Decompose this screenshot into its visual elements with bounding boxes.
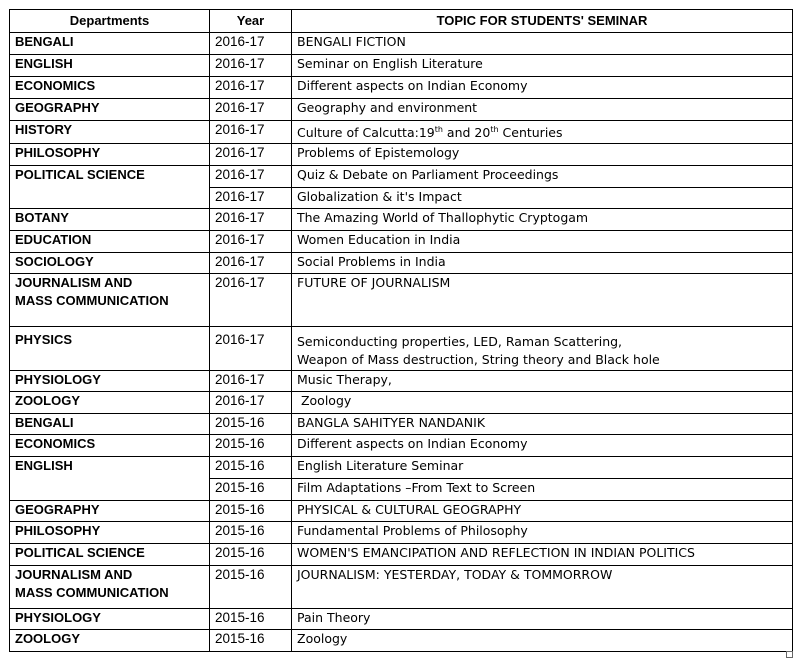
table-row <box>10 566 793 609</box>
topic-text: and 20 <box>442 125 491 141</box>
topic-line: Semiconducting properties, LED, Raman Scattering, <box>297 334 623 349</box>
topic-cell: Social Problems in India <box>292 253 793 274</box>
department-cell: PHILOSOPHY <box>10 522 210 544</box>
department-line: JOURNALISM AND <box>15 275 133 290</box>
department-cell: HISTORY <box>10 121 210 144</box>
header-topic: TOPIC FOR STUDENTS' SEMINAR <box>292 10 793 33</box>
year-cell: 2016-17 <box>210 371 292 392</box>
topic-cell: Globalization & it's Impact <box>292 188 793 209</box>
department-cell: BENGALI <box>10 33 210 55</box>
topic-cell: Music Therapy, <box>292 371 793 392</box>
topic-cell: BENGALI FICTION <box>292 33 793 55</box>
table-row <box>10 77 793 99</box>
topic-cell: Film Adaptations –From Text to Screen <box>292 479 793 501</box>
year-cell: 2015-16 <box>210 479 292 501</box>
topic-cell: Women Education in India <box>292 231 793 253</box>
year-cell: 2016-17 <box>210 253 292 274</box>
topic-cell: Zoology <box>292 630 793 652</box>
table-row <box>10 457 793 479</box>
topic-text: Centuries <box>498 125 563 141</box>
department-cell: ECONOMICS <box>10 77 210 99</box>
topic-cell: WOMEN'S EMANCIPATION AND REFLECTION IN INDIAN POLITICS <box>292 544 793 566</box>
year-cell: 2016-17 <box>210 144 292 166</box>
table-row <box>10 231 793 253</box>
topic-cell: PHYSICAL & CULTURAL GEOGRAPHY <box>292 501 793 522</box>
table-row <box>10 414 793 435</box>
table-row <box>10 253 793 274</box>
year-cell: 2016-17 <box>210 166 292 188</box>
table-row <box>10 609 793 630</box>
department-line: JOURNALISM AND <box>15 567 133 582</box>
department-cell <box>10 566 210 609</box>
table-row <box>10 630 793 652</box>
department-cell: SOCIOLOGY <box>10 253 210 274</box>
topic-cell <box>292 327 793 371</box>
topic-cell: Seminar on English Literature <box>292 55 793 77</box>
department-cell: ENGLISH <box>10 55 210 77</box>
topic-cell: Different aspects on Indian Economy <box>292 77 793 99</box>
superscript-ordinal: th <box>490 125 499 134</box>
table-row <box>10 209 793 231</box>
department-cell: PHILOSOPHY <box>10 144 210 166</box>
topic-cell: Different aspects on Indian Economy <box>292 435 793 457</box>
department-cell <box>10 274 210 327</box>
year-cell: 2016-17 <box>210 99 292 121</box>
year-cell: 2016-17 <box>210 77 292 99</box>
header-departments: Departments <box>10 10 210 33</box>
year-cell: 2015-16 <box>210 501 292 522</box>
topic-cell: Geography and environment <box>292 99 793 121</box>
department-cell: BOTANY <box>10 209 210 231</box>
department-line: MASS COMMUNICATION <box>15 293 169 308</box>
year-cell: 2016-17 <box>210 327 292 371</box>
year-cell: 2016-17 <box>210 392 292 414</box>
department-cell: ECONOMICS <box>10 435 210 457</box>
table-row <box>10 144 793 166</box>
superscript-ordinal: th <box>434 125 443 134</box>
table-row <box>10 327 793 371</box>
department-cell: GEOGRAPHY <box>10 501 210 522</box>
table-row <box>10 392 793 414</box>
department-cell: ENGLISH <box>10 457 210 501</box>
topic-cell: English Literature Seminar <box>292 457 793 479</box>
year-cell: 2015-16 <box>210 609 292 630</box>
topic-cell: Quiz & Debate on Parliament Proceedings <box>292 166 793 188</box>
header-year: Year <box>210 10 292 33</box>
table-row <box>10 371 793 392</box>
table-row <box>10 274 793 327</box>
year-cell: 2016-17 <box>210 274 292 327</box>
topic-cell: BANGLA SAHITYER NANDANIK <box>292 414 793 435</box>
table-row <box>10 99 793 121</box>
department-line: MASS COMMUNICATION <box>15 585 169 600</box>
header-row <box>10 10 793 33</box>
topic-line: Weapon of Mass destruction, String theory and Black hole <box>297 352 660 367</box>
year-cell: 2016-17 <box>210 33 292 55</box>
resize-handle-icon <box>786 651 793 658</box>
seminar-table <box>9 9 793 652</box>
department-cell: PHYSIOLOGY <box>10 371 210 392</box>
department-cell: ZOOLOGY <box>10 392 210 414</box>
year-cell: 2015-16 <box>210 630 292 652</box>
year-cell: 2016-17 <box>210 121 292 144</box>
topic-cell: Fundamental Problems of Philosophy <box>292 522 793 544</box>
year-cell: 2015-16 <box>210 566 292 609</box>
table-row <box>10 33 793 55</box>
topic-cell <box>292 121 793 144</box>
year-cell: 2016-17 <box>210 55 292 77</box>
department-cell: EDUCATION <box>10 231 210 253</box>
table-row <box>10 121 793 144</box>
year-cell: 2015-16 <box>210 544 292 566</box>
topic-cell: JOURNALISM: YESTERDAY, TODAY & TOMMORROW <box>292 566 793 609</box>
department-cell: PHYSICS <box>10 327 210 371</box>
topic-cell: Problems of Epistemology <box>292 144 793 166</box>
year-cell: 2016-17 <box>210 231 292 253</box>
topic-cell: Pain Theory <box>292 609 793 630</box>
year-cell: 2016-17 <box>210 188 292 209</box>
topic-cell: FUTURE OF JOURNALISM <box>292 274 793 327</box>
year-cell: 2015-16 <box>210 522 292 544</box>
year-cell: 2015-16 <box>210 435 292 457</box>
department-cell: BENGALI <box>10 414 210 435</box>
table-row <box>10 166 793 188</box>
table-row <box>10 522 793 544</box>
topic-cell: Zoology <box>292 392 793 414</box>
year-cell: 2015-16 <box>210 457 292 479</box>
table-row <box>10 501 793 522</box>
table-row <box>10 544 793 566</box>
table-row <box>10 435 793 457</box>
year-cell: 2015-16 <box>210 414 292 435</box>
topic-text: Culture of Calcutta:19 <box>297 125 435 141</box>
year-cell: 2016-17 <box>210 209 292 231</box>
topic-cell: The Amazing World of Thallophytic Cryptogam <box>292 209 793 231</box>
department-cell: POLITICAL SCIENCE <box>10 166 210 209</box>
department-cell: ZOOLOGY <box>10 630 210 652</box>
department-cell: GEOGRAPHY <box>10 99 210 121</box>
department-cell: POLITICAL SCIENCE <box>10 544 210 566</box>
department-cell: PHYSIOLOGY <box>10 609 210 630</box>
table-row <box>10 55 793 77</box>
